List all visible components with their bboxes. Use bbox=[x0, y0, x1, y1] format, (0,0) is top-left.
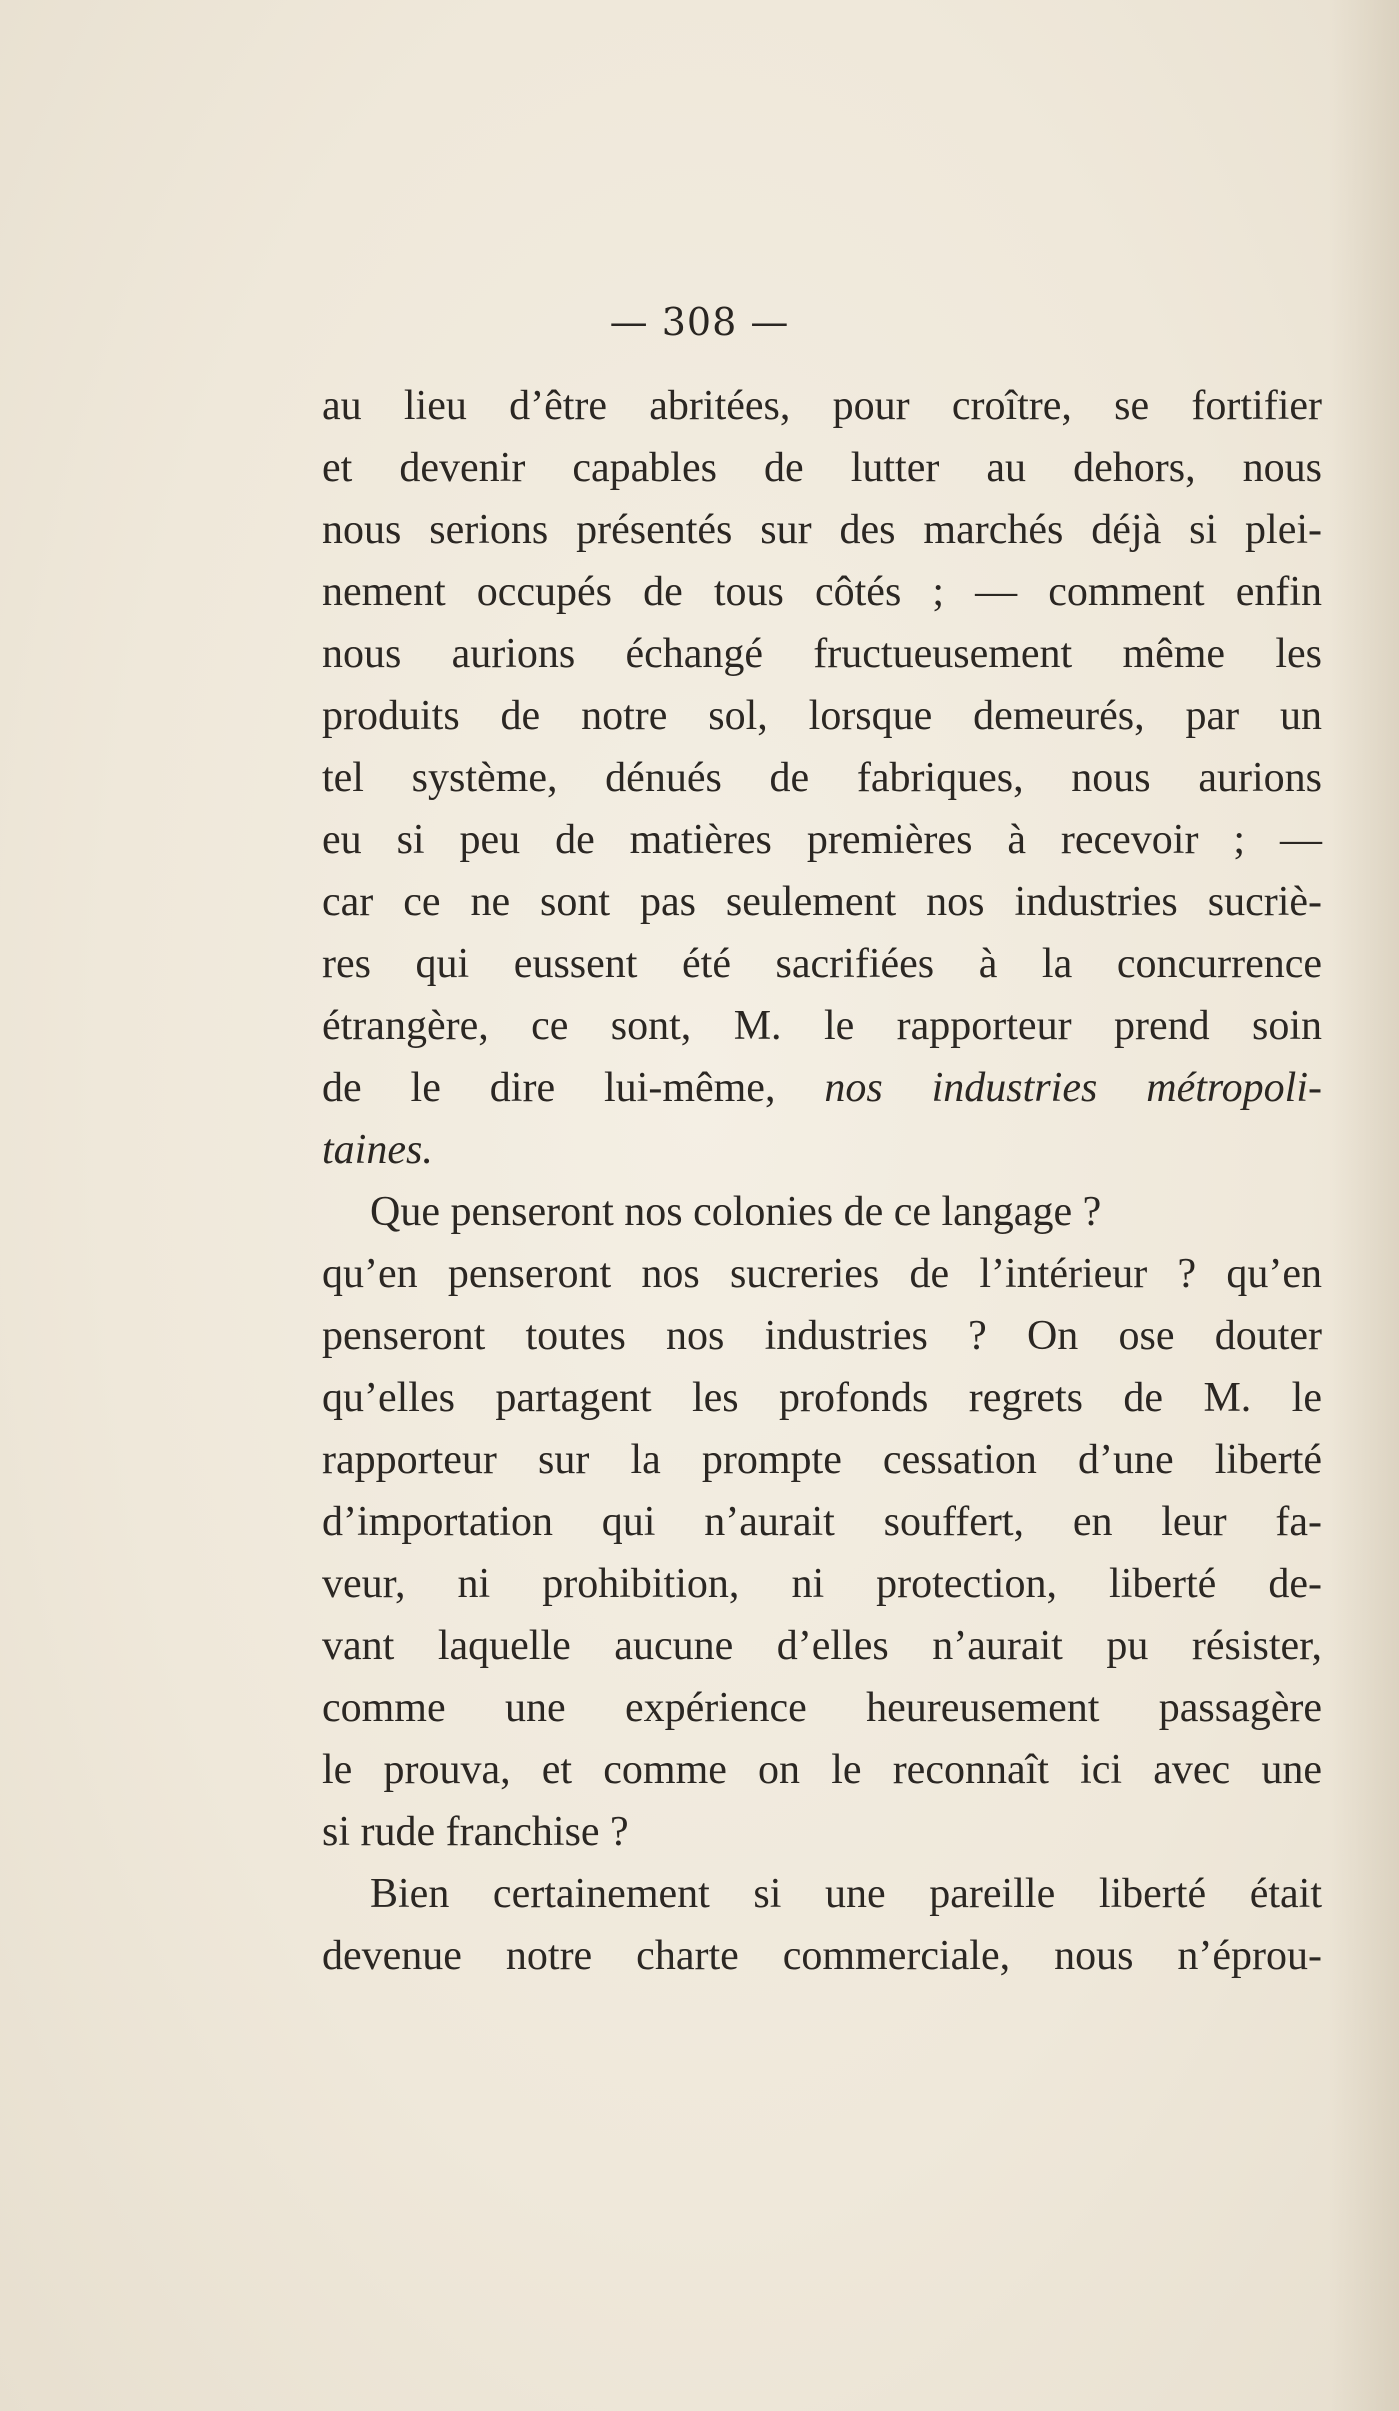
text-line: veur, ni prohibition, ni protection, liberté de- bbox=[322, 1561, 1322, 1607]
text-line: d’importation qui n’aurait souffert, en leur fa- bbox=[322, 1499, 1322, 1545]
text-line: produits de notre sol, lorsque demeurés, par un bbox=[322, 693, 1322, 739]
text-line: vant laquelle aucune d’elles n’aurait pu résister, bbox=[322, 1623, 1322, 1669]
text-line: au lieu d’être abritées, pour croître, se fortifier bbox=[322, 383, 1322, 429]
text-line: qu’en penseront nos sucreries de l’intérieur ? qu’en bbox=[322, 1251, 1322, 1297]
text-line bbox=[322, 1119, 1322, 1181]
page-number: — 308 — bbox=[609, 300, 790, 344]
paragraph-2 bbox=[322, 1181, 1322, 1863]
text-line: Que penseront nos colonies de ce langage ? bbox=[370, 1189, 1102, 1235]
text-line: nement occupés de tous côtés ; — comment enfin bbox=[322, 569, 1322, 615]
text-line: si rude franchise ? bbox=[322, 1809, 629, 1855]
body-text bbox=[322, 375, 1322, 1987]
text-line: rapporteur sur la prompte cessation d’une liberté bbox=[322, 1437, 1322, 1483]
page-edge-shade bbox=[1329, 0, 1399, 2411]
text-line: nous aurions échangé fructueusement même les bbox=[322, 631, 1322, 677]
text-line: nous serions présentés sur des marchés déjà si plei- bbox=[322, 507, 1322, 553]
text-line: devenue notre charte commerciale, nous n’éprou- bbox=[322, 1933, 1322, 1979]
paragraph-3 bbox=[322, 1863, 1322, 1987]
italic-text: taines. bbox=[322, 1127, 433, 1173]
text-line: penseront toutes nos industries ? On ose douter bbox=[322, 1313, 1322, 1359]
text-line: eu si peu de matières premières à recevoir ; — bbox=[322, 817, 1322, 863]
paragraph-1 bbox=[322, 375, 1322, 1181]
text-line: et devenir capables de lutter au dehors, nous bbox=[322, 445, 1322, 491]
text-span: de le dire lui-même, bbox=[322, 1065, 825, 1111]
text-line: le prouva, et comme on le reconnaît ici avec une bbox=[322, 1747, 1322, 1793]
text-line: Bien certainement si une pareille liberté était bbox=[370, 1871, 1322, 1917]
text-line: qu’elles partagent les profonds regrets de M. le bbox=[322, 1375, 1322, 1421]
text-line: tel système, dénués de fabriques, nous aurions bbox=[322, 755, 1322, 801]
text-line: res qui eussent été sacrifiées à la concurrence bbox=[322, 941, 1322, 987]
text-line-mixed bbox=[322, 1057, 1322, 1119]
text-line: car ce ne sont pas seulement nos industries sucriè- bbox=[322, 879, 1322, 925]
italic-text: nos industries métropoli- bbox=[824, 1065, 1322, 1111]
text-line: étrangère, ce sont, M. le rapporteur prend soin bbox=[322, 1003, 1322, 1049]
text-line: comme une expérience heureusement passagère bbox=[322, 1685, 1322, 1731]
